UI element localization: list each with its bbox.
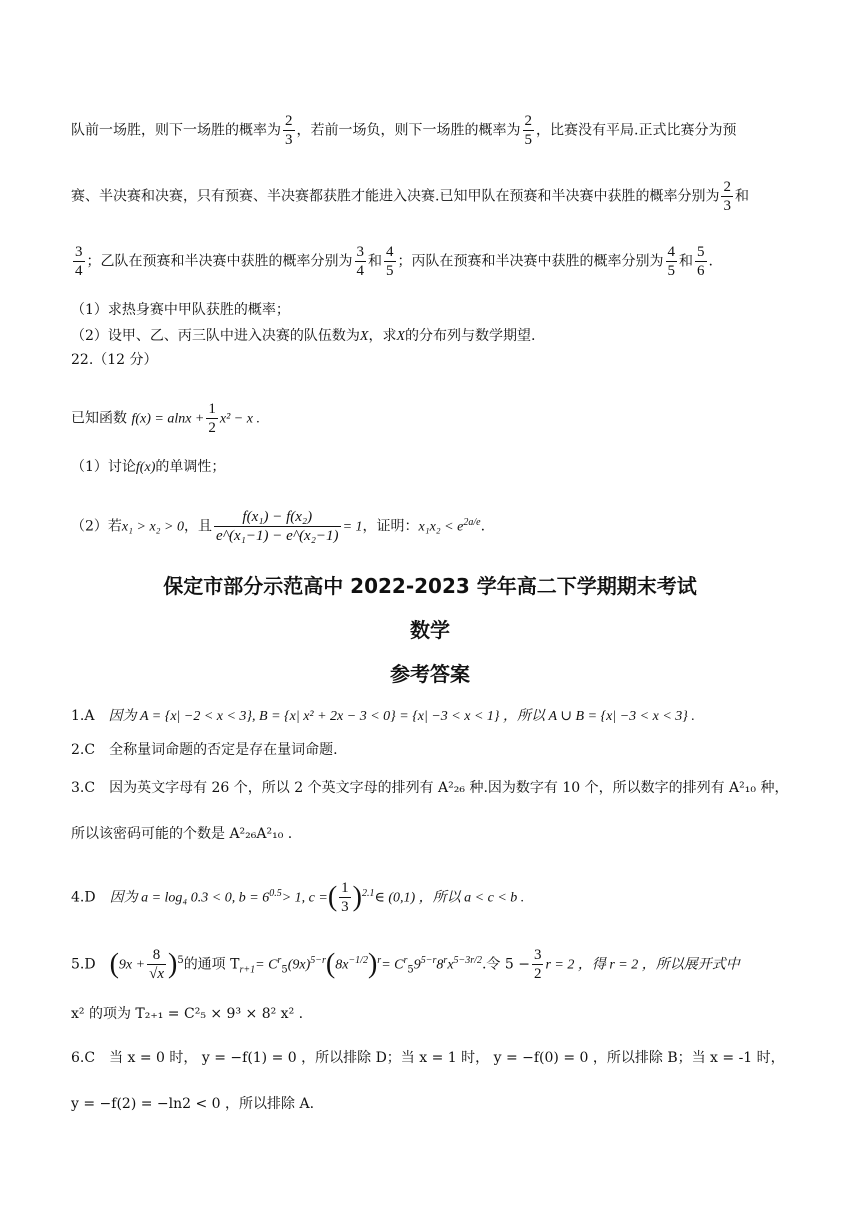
answer-4: 4.D 因为 a = log₄ 0.3 < 0, $b = 6^{0.5}> 1$, c =( $\frac{1}{3}$ )$^{2.1}$∈ (0,1) ，所以 a < c < b . xyxy=(71,880,525,915)
p21-line3: $\frac{3}{4}$ ；乙队在预赛和半决赛中获胜的概率分别为 $\frac{3}{4}$ 和 $\frac{4}{5}$ ；丙队在预赛和半决赛中获胜的概率分别为 $\frac{4}{5}$ 和 $\frac{5}{6}$ . xyxy=(75,244,713,279)
fraction: $\frac{2}{3}$ xyxy=(723,179,731,214)
fraction: $\frac{2}{3}$ xyxy=(285,113,293,148)
fraction: $\frac{4}{5}$ xyxy=(386,244,394,279)
fraction: $\frac{\text{f(x₁) − f(x₂)}}{\text{e\textasciicircum{}(x₁−1) − e\textasciicircum{}(x₂−1)}}$ xyxy=(215,509,339,544)
answer-3: 3.C 因为英文字母有 26 个，所以 2 个英文字母的排列有 A²₂₆ 种.因为数字有 10 个，所以数字的排列有 A²₁₀ 种， xyxy=(71,780,789,796)
p22-given: 已知函数 f(x) = alnx + $\frac{1}{2}$ x² − x . xyxy=(71,401,260,436)
exam-title: 保定市部分示范高中 2022-2023 学年高二下学期期末考试 xyxy=(163,574,697,598)
answer-title: 参考答案 xyxy=(390,662,470,686)
answer-6-cont: y = −f(2) = −ln2 < 0 ，所以排除 A. xyxy=(71,1096,315,1112)
fraction: $\frac{1}{3}$ xyxy=(341,880,349,915)
answer-5: 5.D (9x + $\frac{8}{√x}$ )$^5$的通项 $T_{r+1}= C^r_5(9x)^{5-r}(8x^{-1/2})^r= C^r_59^{5-r}8^rx^{5-3r/2}$.令 5 − $\frac{3}{2}$ r = 2 ，得 r = 2 ，所以展开式中 xyxy=(71,947,740,982)
p21-q1: （1）求热身赛中甲队获胜的概率； xyxy=(71,302,290,318)
p22-q1: （1）讨论f(x)的单调性； xyxy=(71,459,226,475)
answer-1: 1.A 因为 A = {x| −2 < x < 3}, B = {x| x² + 2x − 3 < 0} = {x| −3 < x < 1} ，所以 A ∪ B = {x| −3 < x < 3} . xyxy=(71,708,695,724)
fraction: $\frac{3}{4}$ xyxy=(356,244,364,279)
p21-line1: 队前一场胜，则下一场胜的概率为 $\frac{2}{3}$ ，若前一场负，则下一场胜的概率为 $\frac{2}{5}$ ，比赛没有平局.正式比赛分为预 xyxy=(71,113,737,148)
fraction: $\frac{8}{√x}$ xyxy=(149,947,164,982)
p21-q2: （2）设甲、乙、丙三队中进入决赛的队伍数为X，求X的分布列与数学期望. xyxy=(71,328,536,344)
p22-header: 22.（12 分） xyxy=(71,352,158,368)
fraction: $\frac{4}{5}$ xyxy=(667,244,675,279)
answer-2: 2.C 全称量词命题的否定是存在量词命题. xyxy=(71,742,338,758)
p21-line2: 赛、半决赛和决赛，只有预赛、半决赛都获胜才能进入决赛.已知甲队在预赛和半决赛中获胜的概率分别为 $\frac{2}{3}$ 和 xyxy=(71,179,749,214)
answer-6: 6.C 当 x = 0 时， y = −f(1) = 0 ，所以排除 D；当 x = 1 时， y = −f(0) = 0 ，所以排除 B；当 x = -1 时， xyxy=(71,1050,785,1066)
fraction: $\frac{2}{5}$ xyxy=(524,113,532,148)
answer-5-cont: x² 的项为 T₂₊₁ = C²₅ × 9³ × 8² x² . xyxy=(71,1006,304,1022)
fraction: $\frac{3}{4}$ xyxy=(75,244,83,279)
answer-3-cont: 所以该密码可能的个数是 A²₂₆A²₁₀ . xyxy=(71,826,293,842)
fraction: $\frac{5}{6}$ xyxy=(697,244,705,279)
p22-q2: （2）若x₁ > x₂ > 0，且 $\frac{\text{f(x₁) − f(x₂)}}{\text{e\textasciicircum{}(x₁−1) − e\textasciicircum{}(x₂−1)}}$ = 1，证明：$x_1x_2 < e^{2a/e}$. xyxy=(71,509,486,544)
fraction: $\frac{1}{2}$ xyxy=(208,401,216,436)
fraction: $\frac{3}{2}$ xyxy=(533,947,542,982)
subject-title: 数学 xyxy=(410,618,450,642)
